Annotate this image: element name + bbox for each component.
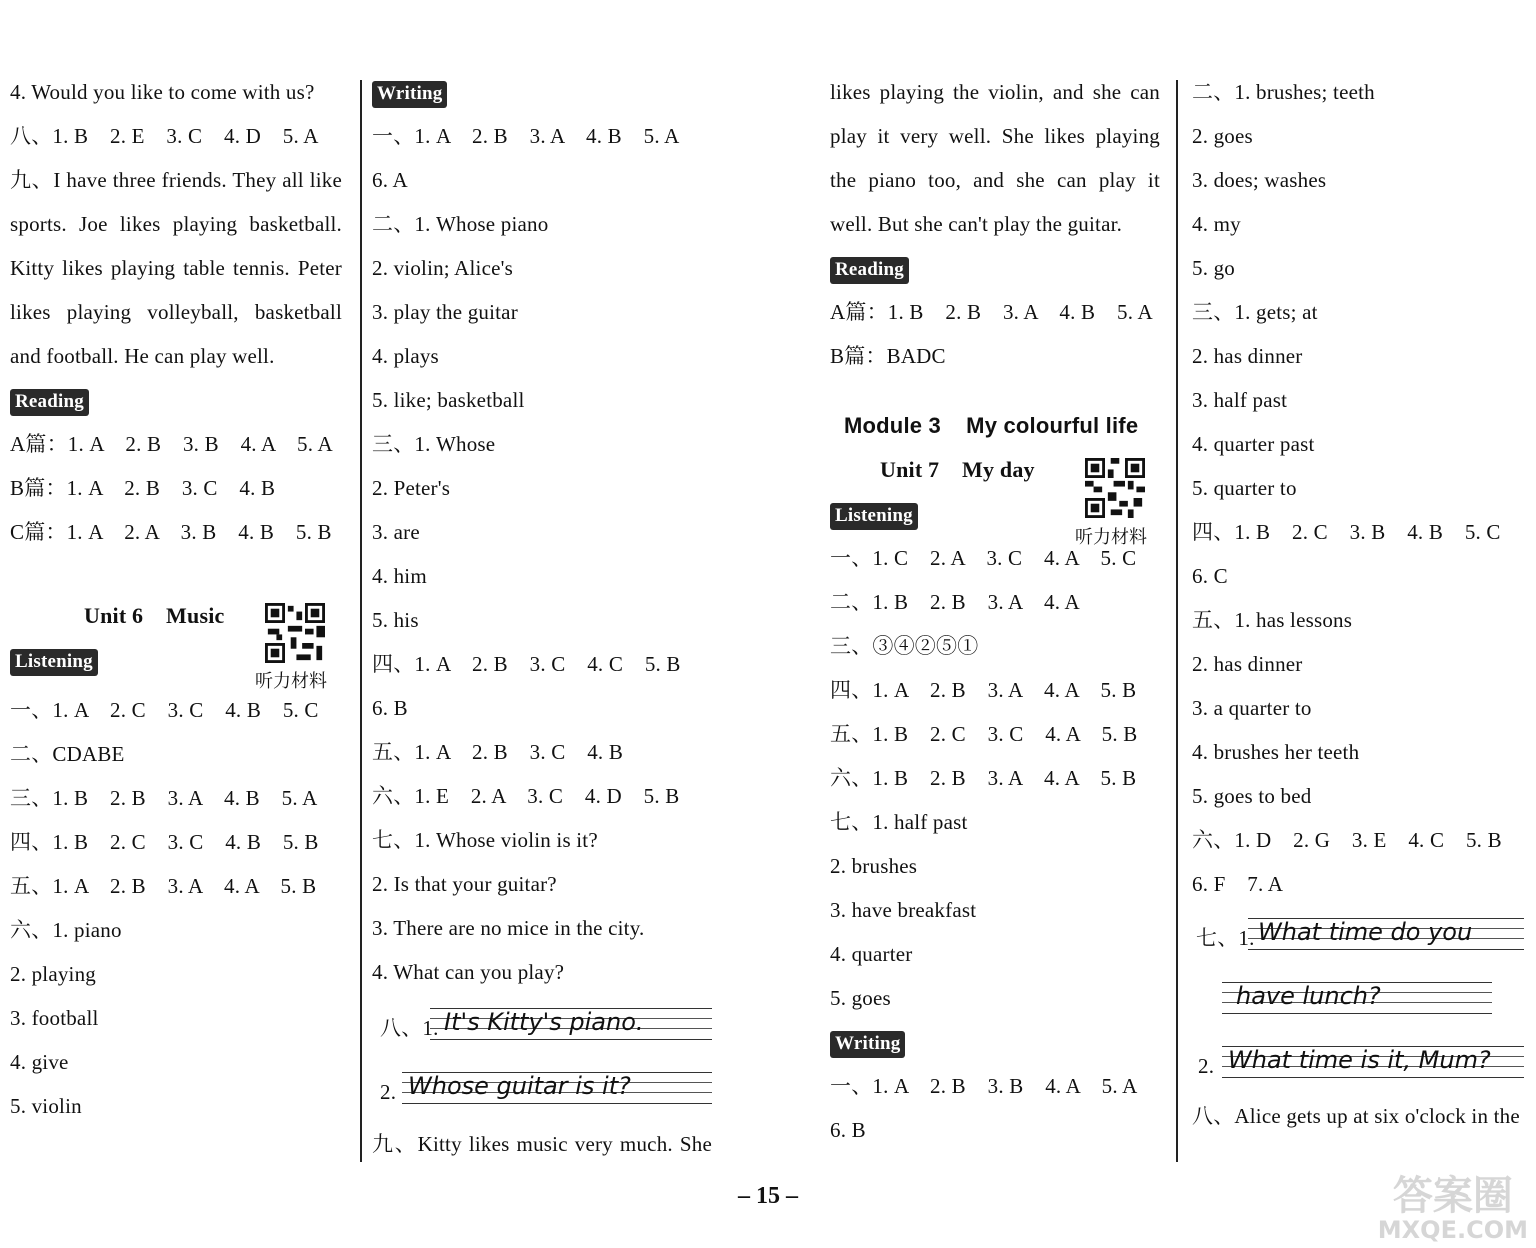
listening-section-tag: Listening (10, 649, 98, 676)
listening-section-tag: Listening (830, 503, 918, 530)
answer-line: 3. play the guitar (372, 300, 518, 324)
handwriting-answer (1192, 1040, 1532, 1090)
question-number: 2. (1198, 1054, 1215, 1078)
answer-line: 6. B (830, 1118, 866, 1142)
answer-line: 六、1. D 2. G 3. E 4. C 5. B (1192, 828, 1502, 852)
watermark-logo: 答案圈 (1392, 1173, 1513, 1219)
answer-line: 6. B (372, 696, 408, 720)
handwriting-answer (372, 1002, 712, 1052)
answer-line: 二、1. Whose piano (372, 212, 549, 236)
answer-line: 4. give (10, 1050, 69, 1074)
passage-line: 九、I have three friends. They all like (10, 168, 342, 192)
passage-line: 九、Kitty likes music very much. She (372, 1132, 712, 1156)
answer-line: 2. has dinner (1192, 652, 1303, 676)
answer-line: 四、1. A 2. B 3. A 4. A 5. B (830, 678, 1137, 702)
answer-line: 4. my (1192, 212, 1241, 236)
column-2 (372, 70, 712, 1166)
answer-line: B篇：1. A 2. B 3. C 4. B (10, 476, 276, 500)
handwritten-text: have lunch? (1236, 982, 1381, 1010)
handwritten-text: Whose guitar is it? (408, 1072, 631, 1100)
question-number: 八、1. (380, 1016, 439, 1040)
handwriting-answer (1192, 912, 1532, 962)
answer-line: 2. Peter's (372, 476, 451, 500)
handwritten-text: It's Kitty's piano. (444, 1008, 644, 1036)
answer-line: 三、③④②⑤① (830, 634, 979, 658)
passage-line: 八、Alice gets up at six o'clock in the (1192, 1104, 1520, 1128)
question-number: 2. (380, 1080, 397, 1104)
answer-line: 6. F 7. A (1192, 872, 1284, 896)
module-heading: Module 3 My colourful life (844, 413, 1139, 438)
answer-line: 二、1. B 2. B 3. A 4. A (830, 590, 1080, 614)
writing-section-tag: Writing (372, 81, 447, 108)
answer-line: 6. C (1192, 564, 1228, 588)
answer-line: C篇：1. A 2. A 3. B 4. B 5. B (10, 520, 332, 544)
column-3 (830, 70, 1160, 1152)
answer-line: B篇：BADC (830, 344, 946, 368)
handwriting-answer (1192, 976, 1532, 1026)
answer-line: 三、1. Whose (372, 432, 496, 456)
answer-line: 4. What can you play? (372, 960, 565, 984)
passage-line: the piano too, and she can play it (830, 168, 1160, 192)
unit-heading: Unit 7 My day (880, 457, 1035, 482)
answer-line: 2. goes (1192, 124, 1253, 148)
answer-line: 一、1. A 2. C 3. C 4. B 5. C (10, 698, 319, 722)
qr-code-icon (1085, 458, 1145, 518)
handwriting-answer (372, 1066, 712, 1116)
answer-line: 二、1. brushes; teeth (1192, 80, 1375, 104)
answer-line: 五、1. B 2. C 3. C 4. A 5. B (830, 722, 1138, 746)
answer-line: 6. A (372, 168, 408, 192)
answer-line: 5. like; basketball (372, 388, 525, 412)
answer-line: 3. half past (1192, 388, 1288, 412)
passage-line: Kitty likes playing table tennis. Peter (10, 256, 342, 280)
answer-line: 5. his (372, 608, 419, 632)
answer-line: 5. goes (830, 986, 891, 1010)
answer-line: 3. are (372, 520, 420, 544)
answer-line: 六、1. E 2. A 3. C 4. D 5. B (372, 784, 680, 808)
passage-line: likes playing volleyball, basketball (10, 300, 342, 324)
answer-line: 三、1. B 2. B 3. A 4. B 5. A (10, 786, 318, 810)
column-divider (1176, 80, 1178, 1162)
answer-line: 4. him (372, 564, 427, 588)
answer-line: 5. go (1192, 256, 1235, 280)
reading-section-tag: Reading (10, 389, 89, 416)
answer-line: 4. Would you like to come with us? (10, 80, 315, 104)
answer-line: 2. has dinner (1192, 344, 1303, 368)
page-number: – 15 – (738, 1183, 798, 1209)
answer-line: A篇：1. A 2. B 3. B 4. A 5. A (10, 432, 333, 456)
answer-line: 六、1. B 2. B 3. A 4. A 5. B (830, 766, 1137, 790)
answer-line: 四、1. A 2. B 3. C 4. C 5. B (372, 652, 681, 676)
answer-line: 五、1. A 2. B 3. C 4. B (372, 740, 624, 764)
answer-line: 五、1. A 2. B 3. A 4. A 5. B (10, 874, 317, 898)
answer-line: 3. a quarter to (1192, 696, 1312, 720)
unit-heading: Unit 6 Music (84, 603, 225, 628)
passage-line: and football. He can play well. (10, 344, 275, 368)
answer-line: 一、1. A 2. B 3. A 4. B 5. A (372, 124, 680, 148)
passage-line: sports. Joe likes playing basketball. (10, 212, 342, 236)
answer-line: 3. There are no mice in the city. (372, 916, 645, 940)
writing-section-tag: Writing (830, 1031, 905, 1058)
answer-line: 4. plays (372, 344, 439, 368)
qr-code-label: 听力材料 (255, 671, 327, 692)
answer-line: A篇：1. B 2. B 3. A 4. B 5. A (830, 300, 1153, 324)
answer-line: 八、1. B 2. E 3. C 4. D 5. A (10, 124, 319, 148)
passage-line: well. But she can't play the guitar. (830, 212, 1123, 236)
watermark-url: MXQE.COM (1377, 1216, 1528, 1244)
answer-line: 5. quarter to (1192, 476, 1297, 500)
watermark (1377, 1173, 1528, 1244)
answer-line: 二、CDABE (10, 742, 125, 766)
answer-line: 3. does; washes (1192, 168, 1327, 192)
answer-line: 三、1. gets; at (1192, 300, 1318, 324)
answer-line: 2. Is that your guitar? (372, 872, 557, 896)
column-divider (360, 80, 362, 1162)
answer-line: 4. brushes her teeth (1192, 740, 1360, 764)
qr-code-icon (265, 603, 325, 663)
answer-line: 一、1. C 2. A 3. C 4. A 5. C (830, 546, 1137, 570)
column-1 (10, 70, 342, 1128)
handwritten-text: What time is it, Mum? (1228, 1046, 1491, 1074)
reading-section-tag: Reading (830, 257, 909, 284)
answer-line: 5. violin (10, 1094, 82, 1118)
answer-line: 七、1. half past (830, 810, 968, 834)
answer-line: 2. playing (10, 962, 96, 986)
column-4 (1192, 70, 1532, 1138)
answer-line: 六、1. piano (10, 918, 122, 942)
answer-line: 3. have breakfast (830, 898, 977, 922)
answer-line: 四、1. B 2. C 3. B 4. B 5. C (1192, 520, 1501, 544)
answer-line: 七、1. Whose violin is it? (372, 828, 598, 852)
passage-line: play it very well. She likes playing (830, 124, 1160, 148)
handwritten-text: What time do you (1258, 918, 1473, 946)
answer-line: 3. football (10, 1006, 99, 1030)
passage-line: likes playing the violin, and she can (830, 80, 1160, 104)
answer-line: 四、1. B 2. C 3. C 4. B 5. B (10, 830, 319, 854)
question-number: 七、1. (1196, 926, 1255, 950)
qr-code-label: 听力材料 (1075, 527, 1147, 548)
answer-line: 5. goes to bed (1192, 784, 1312, 808)
answer-line: 4. quarter past (1192, 432, 1315, 456)
answer-line: 五、1. has lessons (1192, 608, 1353, 632)
answer-line: 2. brushes (830, 854, 918, 878)
answer-line: 一、1. A 2. B 3. B 4. A 5. A (830, 1074, 1138, 1098)
answer-line: 4. quarter (830, 942, 913, 966)
answer-line: 2. violin; Alice's (372, 256, 513, 280)
